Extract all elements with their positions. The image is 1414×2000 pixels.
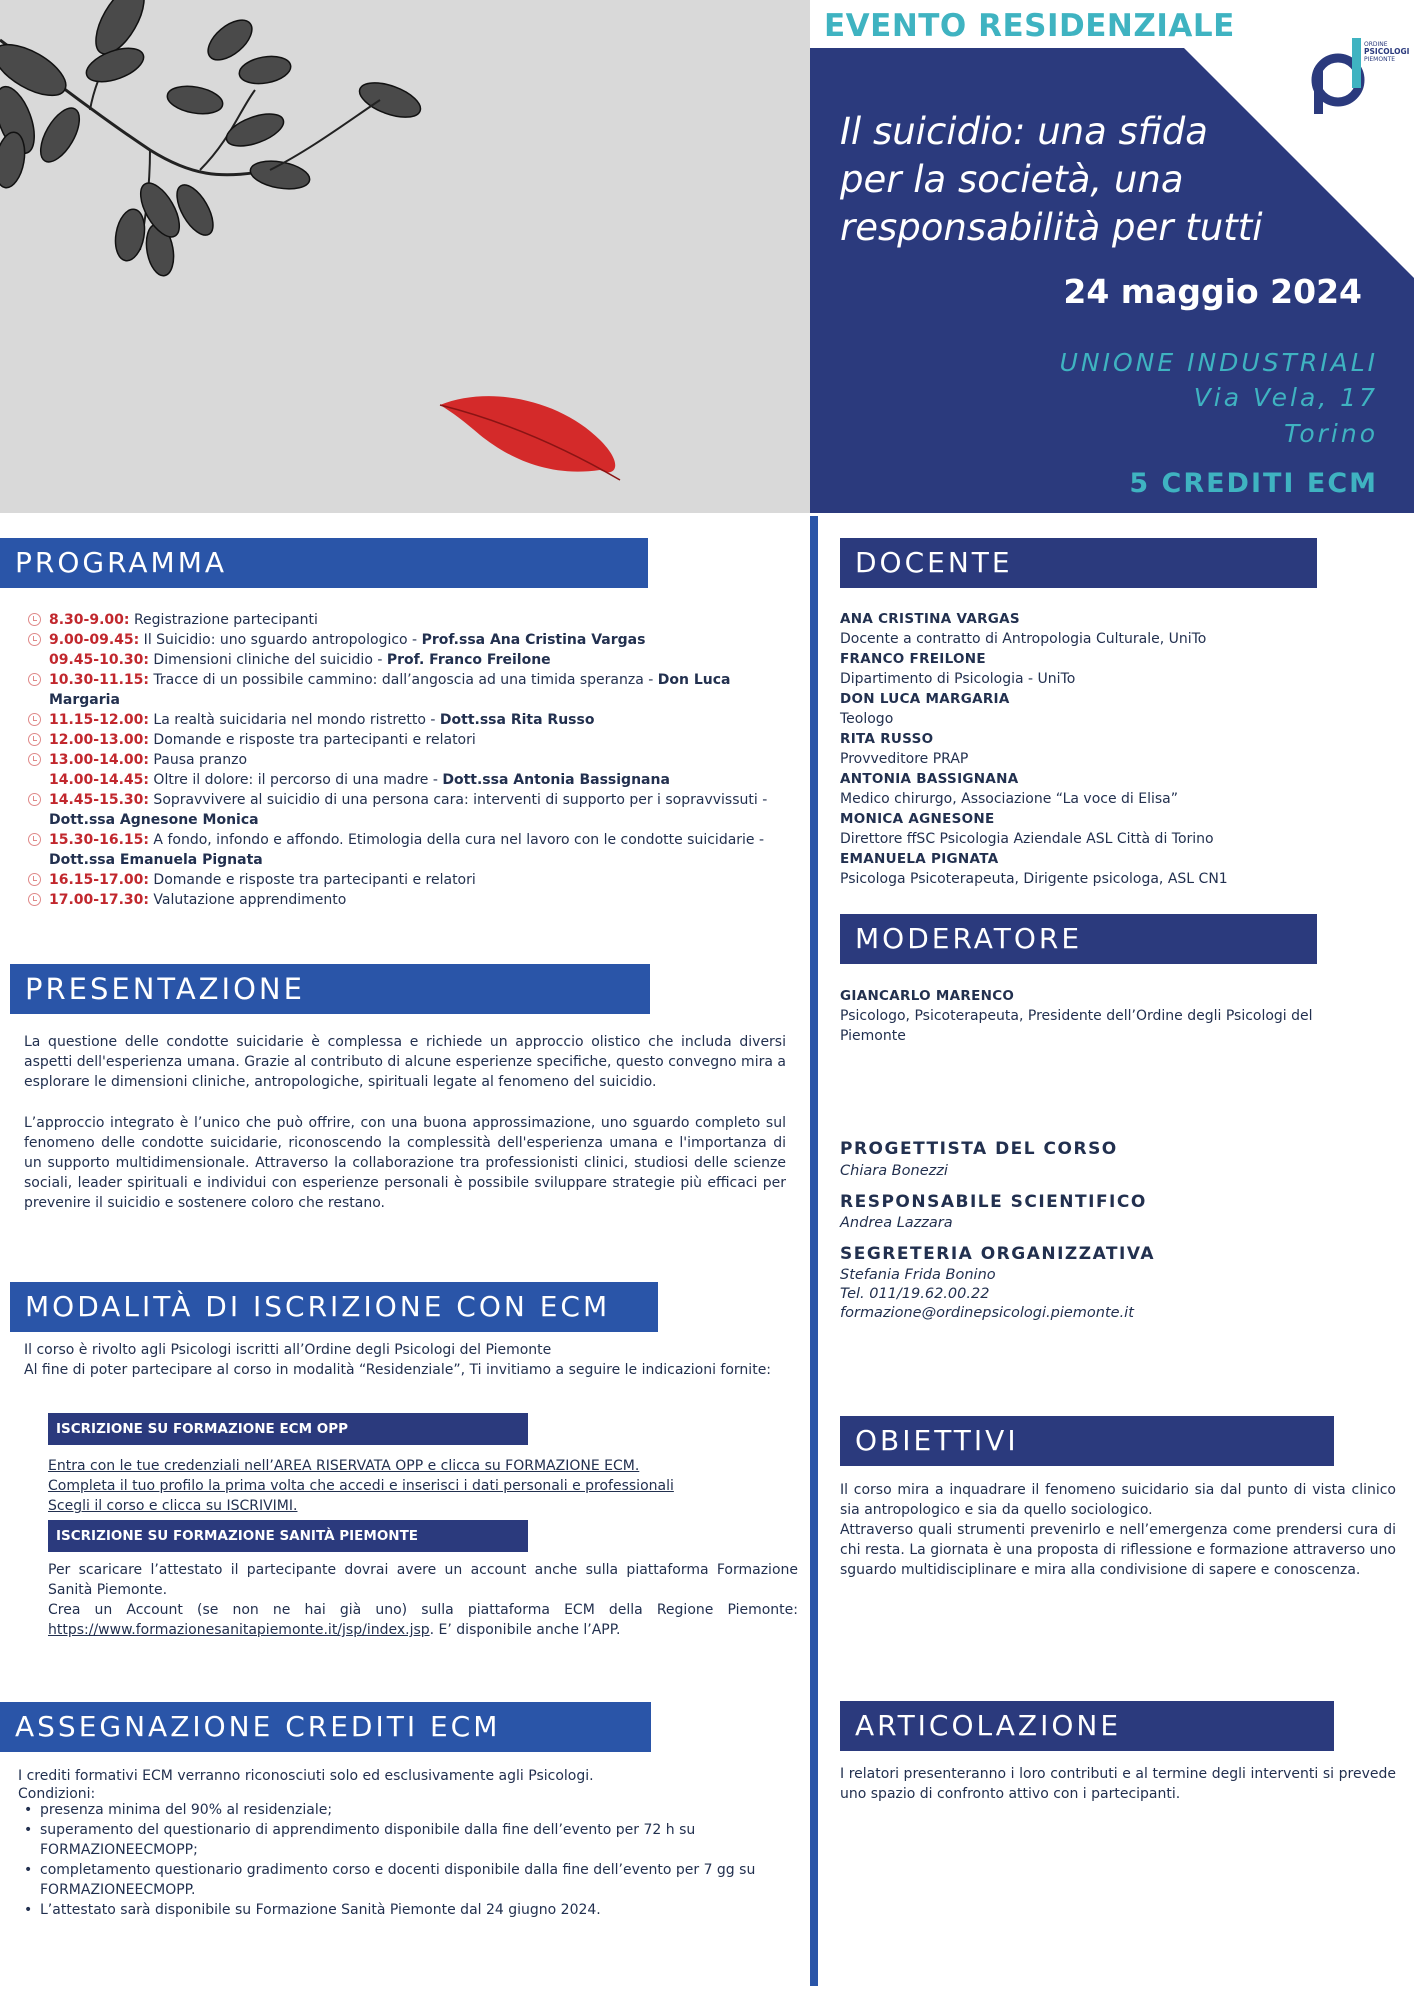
- responsabile-label: RESPONSABILE SCIENTIFICO: [840, 1192, 1147, 1212]
- ordine-psicologi-logo: [1306, 30, 1410, 116]
- opp-line-2[interactable]: Completa il tuo profilo la prima volta che accedi e inserisci i dati personali e professionali: [48, 1478, 674, 1494]
- docente-role: Medico chirurgo, Associazione “La voce di Elisa”: [840, 791, 1179, 807]
- programma-speaker: Dott.ssa Emanuela Pignata: [49, 852, 263, 868]
- sanita-p2: Crea un Account (se non ne hai già uno) sulla piattaforma ECM della Regione Piemonte: https://www.formazionesanitapiemonte.it/jsp/index.jsp. E’ disponibile anche l’APP.: [48, 1602, 798, 1638]
- programma-item: [28, 750, 798, 770]
- presentazione-header: PRESENTAZIONE: [10, 964, 650, 1014]
- progettista-name: Chiara Bonezzi: [840, 1163, 948, 1179]
- svg-text:PIEMONTE: PIEMONTE: [1364, 56, 1396, 63]
- programma-time: 16.15-17.00:: [49, 872, 149, 888]
- programma-item: [28, 790, 798, 830]
- sanita-link[interactable]: https://www.formazionesanitapiemonte.it/jsp/index.jsp: [48, 1622, 430, 1638]
- programma-header: PROGRAMMA: [0, 538, 648, 588]
- programma-text: Tracce di un possibile cammino: dall’angoscia ad una timida speranza -: [148, 672, 658, 688]
- segreteria-name: Stefania Frida Bonino: [840, 1267, 996, 1283]
- ecm-credits: 5 CREDITI ECM: [1129, 468, 1378, 499]
- column-divider: [810, 516, 818, 1986]
- clock-icon: [28, 713, 41, 726]
- clock-icon: [28, 733, 41, 746]
- assegnazione-header: ASSEGNAZIONE CREDITI ECM: [0, 1702, 651, 1752]
- clock-icon: [28, 753, 41, 766]
- programma-speaker: Dott.ssa Rita Russo: [439, 712, 595, 728]
- docente-header: DOCENTE: [840, 538, 1317, 588]
- programma-speaker: Don Luca Margaria: [49, 672, 731, 708]
- venue-address: Via Vela, 17: [1193, 383, 1378, 412]
- assegnazione-intro: I crediti formativi ECM verranno riconosciuti solo ed esclusivamente agli Psicologi.: [18, 1768, 594, 1784]
- clock-icon: [28, 633, 41, 646]
- docente-name: RITA RUSSO: [840, 731, 934, 747]
- programma-text: Valutazione apprendimento: [148, 892, 347, 908]
- programma-text: Pausa pranzo: [148, 752, 248, 768]
- iscrizione-intro1: Il corso è rivolto agli Psicologi iscritti all’Ordine degli Psicologi del Piemonte: [24, 1342, 552, 1358]
- clock-icon: [28, 893, 41, 906]
- segreteria-tel: Tel. 011/19.62.00.22: [840, 1286, 990, 1302]
- programma-time: 14.00-14.45:: [49, 772, 149, 788]
- programma-time: 9.00-09.45:: [49, 632, 140, 648]
- condizione-item: • L’attestato sarà disponibile su Formazione Sanità Piemonte dal 24 giugno 2024.: [18, 1900, 788, 1920]
- programma-text: Il Suicidio: uno sguardo antropologico -: [139, 632, 422, 648]
- obiettivi-header: OBIETTIVI: [840, 1416, 1334, 1466]
- docente-role: Docente a contratto di Antropologia Culturale, UniTo: [840, 631, 1207, 647]
- programma-text: La realtà suicidaria nel mondo ristretto -: [148, 712, 440, 728]
- programma-text: Domande e risposte tra partecipanti e relatori: [148, 732, 476, 748]
- event-type: EVENTO RESIDENZIALE: [824, 8, 1235, 44]
- moderatore-name: GIANCARLO MARENCO: [840, 988, 1015, 1004]
- clock-icon: [28, 793, 41, 806]
- programma-item: [28, 710, 798, 730]
- svg-text:ORDINE: ORDINE: [1364, 41, 1388, 48]
- programma-speaker: Prof. Franco Freilone: [386, 652, 551, 668]
- articolazione-p1: I relatori presenteranno i loro contributi e al termine degli interventi si prevede uno spazio di confronto attivo con i partecipanti.: [840, 1766, 1396, 1802]
- opp-line-1[interactable]: Entra con le tue credenziali nell’AREA RISERVATA OPP e clicca su FORMAZIONE ECM.: [48, 1458, 640, 1474]
- docente-name: EMANUELA PIGNATA: [840, 851, 999, 867]
- programma-time: 15.30-16.15:: [49, 832, 149, 848]
- programma-text: Dimensioni cliniche del suicidio -: [148, 652, 387, 668]
- programma-speaker: Dott.ssa Antonia Bassignana: [442, 772, 670, 788]
- programma-item: [28, 830, 798, 870]
- docente-role: Psicologa Psicoterapeuta, Dirigente psicologa, ASL CN1: [840, 871, 1228, 887]
- programma-time: 11.15-12.00:: [49, 712, 149, 728]
- docente-role: Teologo: [840, 711, 894, 727]
- programma-speaker: Dott.ssa Agnesone Monica: [49, 812, 259, 828]
- event-title: Il suicidio: una sfida per la società, una responsabilità per tutti: [840, 110, 1263, 249]
- assegnazione-condizioni: Condizioni:: [18, 1786, 96, 1802]
- hero-panel: [810, 0, 1414, 513]
- docente-name: DON LUCA MARGARIA: [840, 691, 1010, 707]
- segreteria-label: SEGRETERIA ORGANIZZATIVA: [840, 1244, 1155, 1264]
- programma-item: [28, 890, 798, 910]
- obiettivi-p2: Attraverso quali strumenti prevenirlo e nell’emergenza come prendersi cura di chi resta. La giornata è una proposta di riflessione e formazione attraverso uno sguardo multidisciplinare e mira alla condivisione di sapere e conoscenza.: [840, 1522, 1396, 1578]
- clock-icon: [28, 673, 41, 686]
- clock-icon: [28, 833, 41, 846]
- programma-item: [28, 650, 798, 670]
- programma-time: 09.45-10.30:: [49, 652, 149, 668]
- venue-city: Torino: [1284, 419, 1378, 448]
- docente-list: [840, 609, 1400, 889]
- programma-text: A fondo, infondo e affondo. Etimologia della cura nel lavoro con le condotte suicidarie -: [148, 832, 765, 848]
- iscrizione-header: MODALITÀ DI ISCRIZIONE CON ECM: [10, 1282, 658, 1332]
- programma-text: Sopravvivere al suicidio di una persona cara: interventi di supporto per i sopravvissuti -: [148, 792, 768, 808]
- moderatore-role: Psicologo, Psicoterapeuta, Presidente dell’Ordine degli Psicologi del Piemonte: [840, 1008, 1313, 1044]
- programma-item: [28, 670, 798, 710]
- programma-speaker: Prof.ssa Ana Cristina Vargas: [421, 632, 646, 648]
- svg-text:PSICOLOGI: PSICOLOGI: [1364, 47, 1410, 56]
- clock-icon: [28, 873, 41, 886]
- assegnazione-list: [18, 1800, 788, 1920]
- docente-name: ANA CRISTINA VARGAS: [840, 611, 1020, 627]
- docente-role: Provveditore PRAP: [840, 751, 969, 767]
- docente-name: ANTONIA BASSIGNANA: [840, 771, 1019, 787]
- programma-time: 12.00-13.00:: [49, 732, 149, 748]
- responsabile-name: Andrea Lazzara: [840, 1215, 953, 1231]
- docente-name: FRANCO FREILONE: [840, 651, 986, 667]
- programma-item: [28, 870, 798, 890]
- programma-time: 17.00-17.30:: [49, 892, 149, 908]
- clock-icon: [28, 613, 41, 626]
- presentazione-p2: L’approccio integrato è l’unico che può offrire, con una buona approssimazione, uno sguardo completo sul fenomeno delle condotte suicidarie, riconoscendo la complessità dell'esperienza umana e l'importanza di un supporto multidimensionale. Attraverso la collaborazione tra professionisti clinici, studiosi delle scienze sociali, leader spirituali e individui con esperienze personali è possibile sviluppare strategie più efficaci per prevenire il suicidio e sostenere coloro che restano.: [24, 1115, 786, 1211]
- programma-text: Registrazione partecipanti: [129, 612, 318, 628]
- docente-role: Dipartimento di Psicologia - UniTo: [840, 671, 1076, 687]
- docente-name: MONICA AGNESONE: [840, 811, 995, 827]
- leaves-illustration: [0, 0, 810, 513]
- programma-list: [28, 610, 798, 910]
- presentazione-p1: La questione delle condotte suicidarie è complessa e richiede un approccio olistico che includa diversi aspetti dell'esperienza umana. Grazie al contributo di alcune esperienze specifiche, questo convegno mira a esplorare le dimensioni cliniche, antropologiche, spirituali legate al fenomeno del suicidio.: [24, 1034, 786, 1090]
- obiettivi-p1: Il corso mira a inquadrare il fenomeno suicidario sia dal punto di vista clinico sia antropologico e sia da quello sociologico.: [840, 1482, 1396, 1518]
- programma-time: 8.30-9.00:: [49, 612, 130, 628]
- programma-item: [28, 630, 798, 650]
- venue-name: UNIONE INDUSTRIALI: [1059, 348, 1378, 377]
- event-date: 24 maggio 2024: [1063, 272, 1362, 311]
- programma-text: Oltre il dolore: il percorso di una madre -: [148, 772, 443, 788]
- moderatore-header: MODERATORE: [840, 914, 1317, 964]
- opp-line-3[interactable]: Scegli il corso e clicca su ISCRIVIMI.: [48, 1498, 298, 1514]
- hero-image: [0, 0, 810, 513]
- condizione-item: • superamento del questionario di apprendimento disponibile dalla fine dell’evento per 72 h su FORMAZIONEECMOPP;: [18, 1820, 788, 1860]
- programma-item: [28, 730, 798, 750]
- opp-subheader: ISCRIZIONE SU FORMAZIONE ECM OPP: [48, 1413, 528, 1445]
- progettista-label: PROGETTISTA DEL CORSO: [840, 1139, 1118, 1159]
- programma-item: [28, 610, 798, 630]
- sanita-subheader: ISCRIZIONE SU FORMAZIONE SANITÀ PIEMONTE: [48, 1520, 528, 1552]
- articolazione-header: ARTICOLAZIONE: [840, 1701, 1334, 1751]
- programma-time: 14.45-15.30:: [49, 792, 149, 808]
- condizione-item: • completamento questionario gradimento corso e docenti disponibile dalla fine dell’evento per 7 gg su FORMAZIONEECMOPP.: [18, 1860, 788, 1900]
- programma-time: 10.30-11.15:: [49, 672, 149, 688]
- programma-text: Domande e risposte tra partecipanti e relatori: [148, 872, 476, 888]
- programma-time: 13.00-14.00:: [49, 752, 149, 768]
- sanita-p1: Per scaricare l’attestato il partecipante dovrai avere un account anche sulla piattaforma Formazione Sanità Piemonte.: [48, 1562, 798, 1598]
- condizione-item: • presenza minima del 90% al residenziale;: [18, 1800, 788, 1820]
- programma-item: [28, 770, 798, 790]
- iscrizione-intro2: Al fine di poter partecipare al corso in modalità “Residenziale”, Ti invitiamo a seguire le indicazioni fornite:: [24, 1362, 772, 1378]
- docente-role: Direttore ffSC Psicologia Aziendale ASL Città di Torino: [840, 831, 1214, 847]
- segreteria-email[interactable]: formazione@ordinepsicologi.piemonte.it: [840, 1305, 1134, 1321]
